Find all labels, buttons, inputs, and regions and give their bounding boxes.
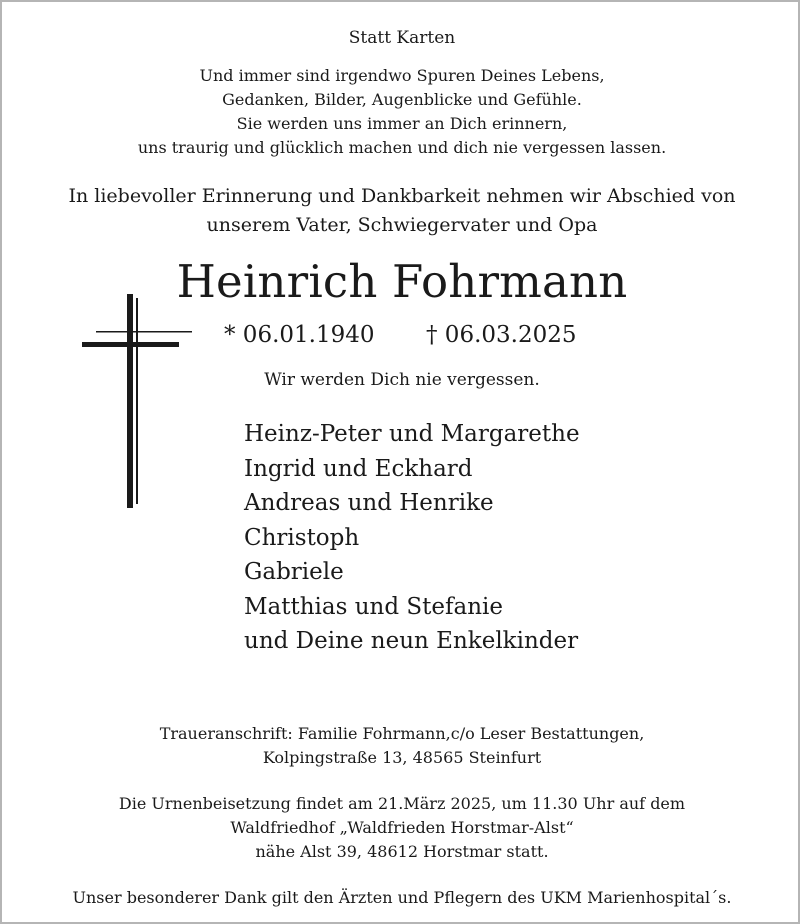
intro-line: unserem Vater, Schwiegervater und Opa	[206, 214, 598, 236]
burial-line: Die Urnenbeisetzung findet am 21.März 2025, um 11.30 Uhr auf dem	[118, 794, 686, 813]
cross-icon	[82, 294, 197, 508]
poem-line: Und immer sind irgendwo Spuren Deines Lebens,	[199, 66, 605, 85]
burial-line: Waldfriedhof „Waldfrieden Horstmar-Alst“	[230, 818, 574, 837]
intro-text	[2, 182, 800, 240]
poem-line: Sie werden uns immer an Dich erinnern,	[236, 114, 568, 133]
address-line: Kolpingstraße 13, 48565 Steinfurt	[262, 748, 542, 767]
family-member: und Deine neun Enkelkinder	[244, 628, 579, 654]
family-list	[244, 417, 580, 659]
family-member: Christoph	[244, 524, 360, 551]
deceased-name: Heinrich Fohrmann	[176, 255, 628, 308]
family-member: Andreas und Henrike	[244, 490, 494, 516]
family-member: Heinz-Peter und Margarethe	[244, 421, 580, 447]
intro-line: In liebevoller Erinnerung und Dankbarkeit nehmen wir Abschied von	[68, 185, 736, 207]
birth-date: * 06.01.1940	[224, 322, 375, 348]
address-line: Traueranschrift: Familie Fohrmann,c/o Leser Bestattungen,	[159, 724, 645, 743]
mourning-address	[2, 722, 800, 770]
poem	[2, 64, 800, 160]
family-member: Ingrid und Eckhard	[244, 455, 473, 482]
death-date: † 06.03.2025	[426, 322, 577, 348]
family-member: Matthias und Stefanie	[244, 593, 504, 620]
burial-info	[2, 792, 800, 864]
family-member: Gabriele	[244, 559, 344, 585]
poem-line: Gedanken, Bilder, Augenblicke und Gefühle.	[222, 90, 582, 109]
thanks-note: Unser besonderer Dank gilt den Ärzten und Pflegern des UKM Marienhospital´s.	[72, 888, 732, 907]
poem-line: uns traurig und glücklich machen und dich nie vergessen lassen.	[137, 138, 667, 157]
burial-line: nähe Alst 39, 48612 Horstmar statt.	[255, 842, 549, 861]
motto: Wir werden Dich nie vergessen.	[264, 370, 540, 390]
notice-heading: Statt Karten	[348, 28, 456, 48]
